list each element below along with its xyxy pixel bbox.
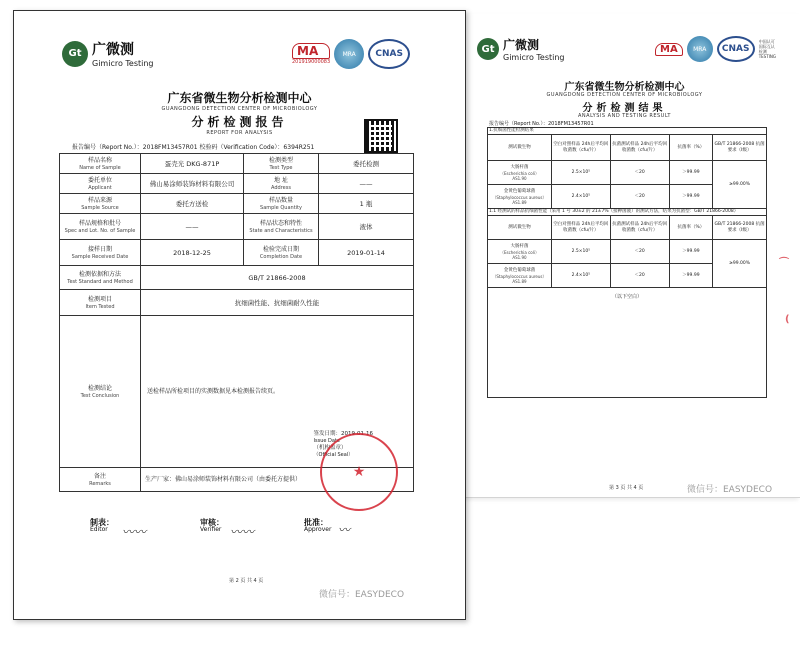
label-en: Name of Sample <box>79 164 121 171</box>
label: 地 址 <box>274 176 288 184</box>
label: 检验完成日期 <box>262 245 299 253</box>
row-code: AS1.90 <box>512 254 527 260</box>
row-code: AS1.90 <box>512 175 527 181</box>
row-rate: ＞99.99 <box>669 264 713 288</box>
header-4: GB/T 21866-2008 抗菌要求（I级） <box>713 216 767 240</box>
conclusion: 送检样品所检项目的实测数据见本检测报告续页。 <box>147 387 280 395</box>
row-blank: 2.4×10⁵ <box>551 264 610 288</box>
ma-number: 201919000083 <box>292 59 331 65</box>
row-code: AS1.89 <box>512 199 527 205</box>
row-test: ＜20 <box>610 161 669 185</box>
row-name: 金黄色葡萄球菌 <box>503 267 536 273</box>
label-en: Test Conclusion <box>80 392 120 399</box>
quantity: 1 瓶 <box>319 194 414 214</box>
cnas-note: 中国认可 国际互认 检测 TESTING <box>758 39 776 59</box>
header-1: 空白对照样品 24h后平均回收菌数（cfu/片） <box>551 135 610 161</box>
seal-edge-icon: ( <box>785 314 790 325</box>
back-sub-en: ANALYSIS AND TESTING RESULT <box>577 113 671 119</box>
logo-cn: 广微测 <box>92 42 134 58</box>
section2: 1.1 经测试的样品抗细菌性能（采用 1 号 30±2 的 21±7%（接种菌液）的测试方法，结果为抗菌型：GB/T 21866-2008） <box>488 209 767 216</box>
seal-edge-icon: ⌒ <box>779 258 789 269</box>
gt-logo-icon: Gt <box>62 41 88 67</box>
label: 检测项目 <box>87 295 112 303</box>
label: 接样日期 <box>87 245 112 253</box>
approver-cn: 批准： <box>304 518 328 527</box>
cma-icon: MA <box>292 43 330 59</box>
row-rate: ＞99.99 <box>669 185 713 209</box>
row-requirement: ≥99.00% <box>713 161 767 209</box>
row-name: 大肠杆菌 <box>510 164 529 170</box>
label-en: Test Type <box>269 164 293 171</box>
table-row <box>488 240 767 264</box>
stamp-label: （机构盖章） <box>313 445 347 451</box>
row-latin: （Escherichia coli） <box>499 170 539 176</box>
official-seal-icon: ★ <box>320 433 398 511</box>
back-sub-cn: 分析检测结果 <box>582 103 667 114</box>
source: 委托方送检 <box>141 194 244 214</box>
spec: —— <box>141 214 244 240</box>
editor-en: Editor <box>90 526 108 533</box>
back-title-en: GUANGDONG DETECTION CENTER OF MICROBIOLOGY <box>546 92 703 98</box>
label: 检测依据和方法 <box>78 270 121 278</box>
issue-date-en: Issue Date <box>313 438 341 444</box>
label-en: Spec and Lot. No. of Sample <box>64 227 136 234</box>
results-table <box>487 127 767 398</box>
verifier-cn: 审核： <box>200 518 224 527</box>
row-latin: （Staphylococcus aureus） <box>492 273 547 279</box>
row-name: 大肠杆菌 <box>510 243 529 249</box>
ilac-mra-icon: MRA <box>687 36 713 62</box>
state: 液体 <box>319 214 414 240</box>
report-line: 报告编号（Report No.）：2018FM13457R01 校验码（Verification Code）：6394R251 <box>72 144 315 151</box>
label-en: Remarks <box>89 480 111 487</box>
row-latin: （Escherichia coli） <box>499 249 539 255</box>
label-en: Sample Received Date <box>71 253 129 260</box>
row-blank: 2.5×10⁵ <box>551 240 610 264</box>
section1: 1.抗细菌性能检测结果 <box>488 128 767 135</box>
label-en: Address <box>271 184 291 191</box>
sample-name: 蛋壳光 DKG-871P <box>141 154 244 174</box>
completion-date: 2019-01-14 <box>319 240 414 266</box>
front-sub-en: REPORT FOR ANALYSIS <box>206 130 273 136</box>
gimicro-logo <box>62 39 154 68</box>
certification-marks <box>292 39 410 69</box>
back-watermark: 微信号：EASYDECO <box>687 485 773 495</box>
label: 检测结论 <box>87 384 112 392</box>
verifier-label <box>200 519 224 533</box>
row-rate: ＞99.99 <box>669 161 713 185</box>
label-en: Test Standard and Method <box>67 278 133 285</box>
back-report-no: 报告编号（Report No.）：2018FM13457R01 <box>489 121 594 127</box>
header-3: 抗菌率（%） <box>669 216 713 240</box>
label-en: State and Characteristics <box>249 227 313 234</box>
received-date: 2018-12-25 <box>141 240 244 266</box>
applicant: 佛山易涂师装饰材料有限公司 <box>141 174 244 194</box>
result-page <box>448 14 800 498</box>
back-title-cn: 广东省微生物分析检测中心 <box>564 82 685 93</box>
address: —— <box>319 174 414 194</box>
row-test: ＜20 <box>610 185 669 209</box>
label: 委托单位 <box>87 176 112 184</box>
row-code: AS1.89 <box>512 278 527 284</box>
row-test: ＜20 <box>610 240 669 264</box>
label-en: Completion Date <box>259 253 303 260</box>
verifier-signature-icon: 〰〰 <box>230 525 255 539</box>
cma-icon: MA <box>655 43 683 56</box>
logo-cn: 广微测 <box>503 38 540 52</box>
approver-en: Approver <box>304 526 332 533</box>
header-3: 抗菌率（%） <box>669 135 713 161</box>
editor-cn: 制表： <box>90 518 114 527</box>
approver-signature-icon: 〰 <box>338 523 351 537</box>
label: 样品数量 <box>268 196 293 204</box>
front-sub-cn: 分析检测报告 <box>191 115 288 129</box>
label-en: Sample Source <box>81 204 119 211</box>
standard: GB/T 21866-2008 <box>141 266 414 290</box>
row-blank: 2.4×10⁵ <box>551 185 610 209</box>
certification-marks <box>655 36 776 62</box>
label: 样品规格和批号 <box>78 219 121 227</box>
items-tested: 抗细菌性能、抗细菌耐久性能 <box>141 290 414 316</box>
row-name: 金黄色葡萄球菌 <box>503 188 536 194</box>
row-rate: ＞99.99 <box>669 240 713 264</box>
verifier-en: Verifier <box>200 526 222 533</box>
label-en: Applicant <box>88 184 112 191</box>
header-0: 测试微生物 <box>488 135 552 161</box>
report-page <box>13 10 466 620</box>
row-test: ＜20 <box>610 264 669 288</box>
label: 样品来源 <box>87 196 112 204</box>
cnas-icon: CNAS <box>717 36 755 62</box>
ilac-mra-icon: MRA <box>334 39 364 69</box>
label: 备注 <box>93 472 106 480</box>
header-4: GB/T 21866-2008 抗菌要求（I级） <box>713 135 767 161</box>
header-0: 测试微生物 <box>488 216 552 240</box>
row-latin: （Staphylococcus aureus） <box>492 194 547 200</box>
qr-code-icon <box>364 119 398 153</box>
row-requirement: ≥99.00% <box>713 240 767 288</box>
remarks: 生产厂家：佛山易涂师装饰材料有限公司（由委托方提供） <box>141 468 414 492</box>
front-title-cn: 广东省微生物分析检测中心 <box>167 91 312 105</box>
header-2: 抗菌测试样品 24h后平均回收菌数（cfu/片） <box>610 216 669 240</box>
front-watermark: 微信号：EASYDECO <box>319 590 405 600</box>
label: 检测类型 <box>268 156 293 164</box>
label-en: Item Tested <box>85 303 115 310</box>
row-blank: 2.5×10⁵ <box>551 161 610 185</box>
front-page-number: 第 2 页 共 4 页 <box>229 578 264 584</box>
gt-logo-icon: Gt <box>477 38 499 60</box>
logo-en: Gimicro Testing <box>92 59 154 68</box>
gimicro-logo <box>477 36 565 62</box>
editor-signature-icon: 〰〰 <box>122 525 147 539</box>
test-type: 委托检测 <box>319 154 414 174</box>
end-note: （以下空白） <box>488 288 767 398</box>
issue-date: 签发日期：2019-01-16 <box>313 431 373 437</box>
cnas-icon: CNAS <box>368 39 410 69</box>
back-page-number: 第 3 页 共 4 页 <box>609 485 644 491</box>
approver-label <box>304 519 331 533</box>
logo-en: Gimicro Testing <box>503 53 565 62</box>
header-1: 空白对照样品 24h后平均回收菌数（cfu/片） <box>551 216 610 240</box>
front-title-en: GUANGDONG DETECTION CENTER OF MICROBIOLOGY <box>161 106 318 112</box>
label: 样品名称 <box>87 156 112 164</box>
stamp-label-en: （Official Seal） <box>313 452 354 458</box>
header-2: 抗菌测试样品 24h后平均回收菌数（cfu/片） <box>610 135 669 161</box>
label: 样品状态和特性 <box>259 219 302 227</box>
table-row <box>488 161 767 185</box>
label-en: Sample Quantity <box>260 204 302 211</box>
editor-label <box>90 519 114 533</box>
